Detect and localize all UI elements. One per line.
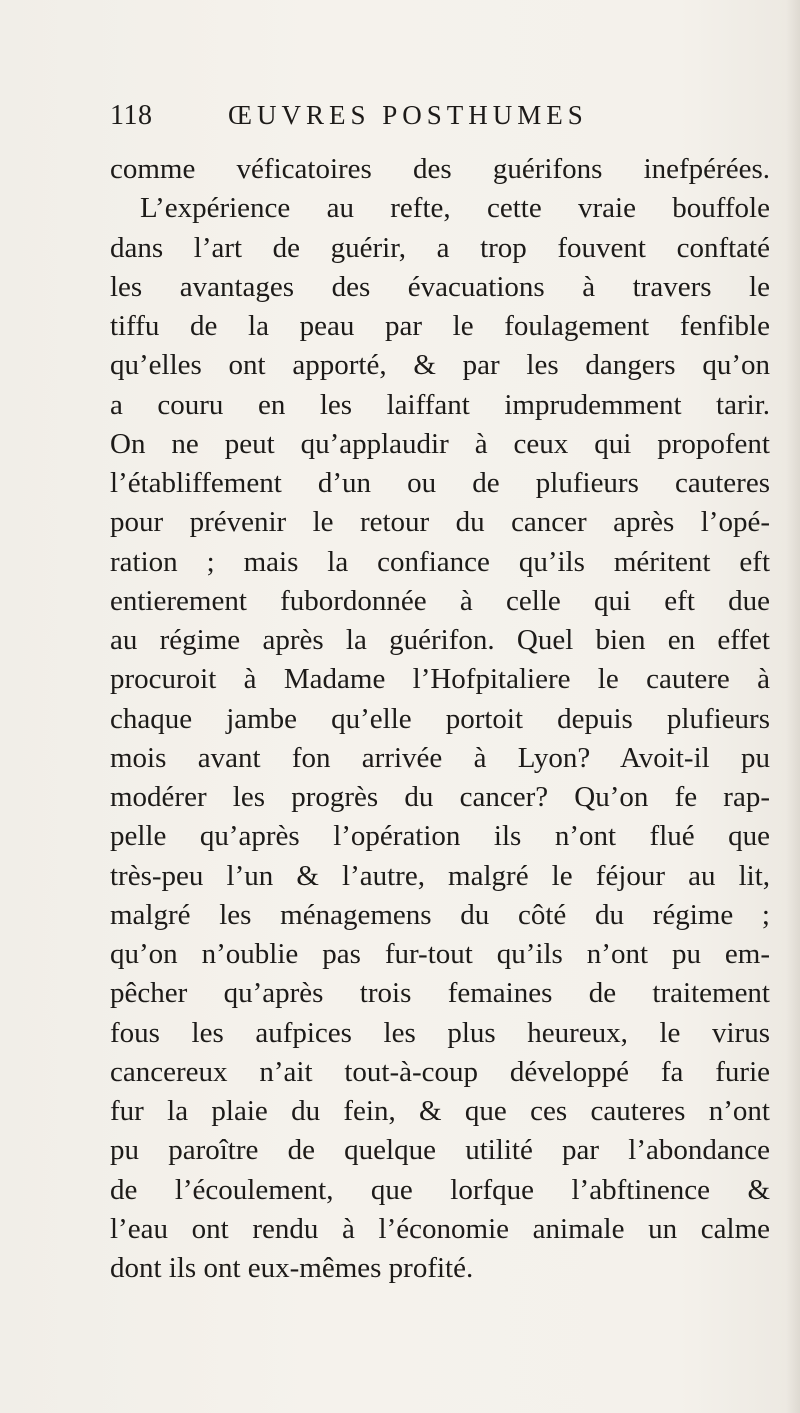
text-line: chaque jambe qu’elle portoit depuis plufieurs — [110, 702, 770, 735]
text-line: de l’écoulement, que lorfque l’abftinence & — [110, 1173, 770, 1206]
text-line: entierement fubordonnée à celle qui eft due — [110, 584, 770, 617]
page-edge-shadow — [786, 0, 800, 1413]
text-line: fous les aufpices les plus heureux, le virus — [110, 1016, 770, 1049]
page-number: 118 — [110, 100, 153, 131]
text-line: malgré les ménagemens du côté du régime ; — [110, 898, 770, 931]
text-line: pu paroître de quelque utilité par l’abondance — [110, 1134, 770, 1167]
text-line: pelle qu’après l’opération ils n’ont flué que — [110, 820, 770, 853]
text-line: au régime après la guérifon. Quel bien en effet — [110, 624, 770, 656]
text-line: l’établiffement d’un ou de plufieurs cauteres — [110, 467, 770, 499]
text-line: dans l’art de guérir, a trop fouvent conftaté — [110, 231, 770, 264]
text-line: les avantages des évacuations à travers le — [110, 270, 770, 303]
text-line: a couru en les laiffant imprudemment tarir. — [110, 388, 770, 421]
text-line: L’expérience au refte, cette vraie bouffole — [140, 192, 770, 225]
text-line: dont ils ont eux-mêmes profité. — [110, 1252, 474, 1284]
text-line: fur la plaie du fein, & que ces cauteres n’ont — [110, 1095, 770, 1127]
running-head-title: ŒUVRES POSTHUMES — [228, 100, 588, 130]
text-line: procuroit à Madame l’Hofpitaliere le cautere à — [110, 663, 770, 696]
body-text — [110, 150, 770, 1288]
text-line: ration ; mais la confiance qu’ils méritent eft — [110, 545, 770, 578]
text-line: très-peu l’un & l’autre, malgré le féjour au lit, — [110, 859, 770, 892]
text-line: cancereux n’ait tout-à-coup développé fa furie — [110, 1055, 770, 1088]
text-line: comme véficatoires des guérifons inefpérées. — [110, 153, 770, 185]
text-line: qu’on n’oublie pas fur-tout qu’ils n’ont pu em- — [110, 938, 770, 970]
text-line: On ne peut qu’applaudir à ceux qui propofent — [110, 427, 770, 460]
text-line: qu’elles ont apporté, & par les dangers qu’on — [110, 349, 770, 382]
running-head — [110, 100, 670, 140]
text-line: l’eau ont rendu à l’économie animale un calme — [110, 1212, 770, 1245]
text-line: mois avant fon arrivée à Lyon? Avoit-il pu — [110, 741, 770, 774]
text-line: modérer les progrès du cancer? Qu’on fe rap- — [110, 781, 770, 813]
text-line: pour prévenir le retour du cancer après l’opé- — [110, 506, 770, 539]
text-line: pêcher qu’après trois femaines de traitement — [110, 977, 770, 1010]
text-line: tiffu de la peau par le foulagement fenfible — [110, 310, 770, 342]
